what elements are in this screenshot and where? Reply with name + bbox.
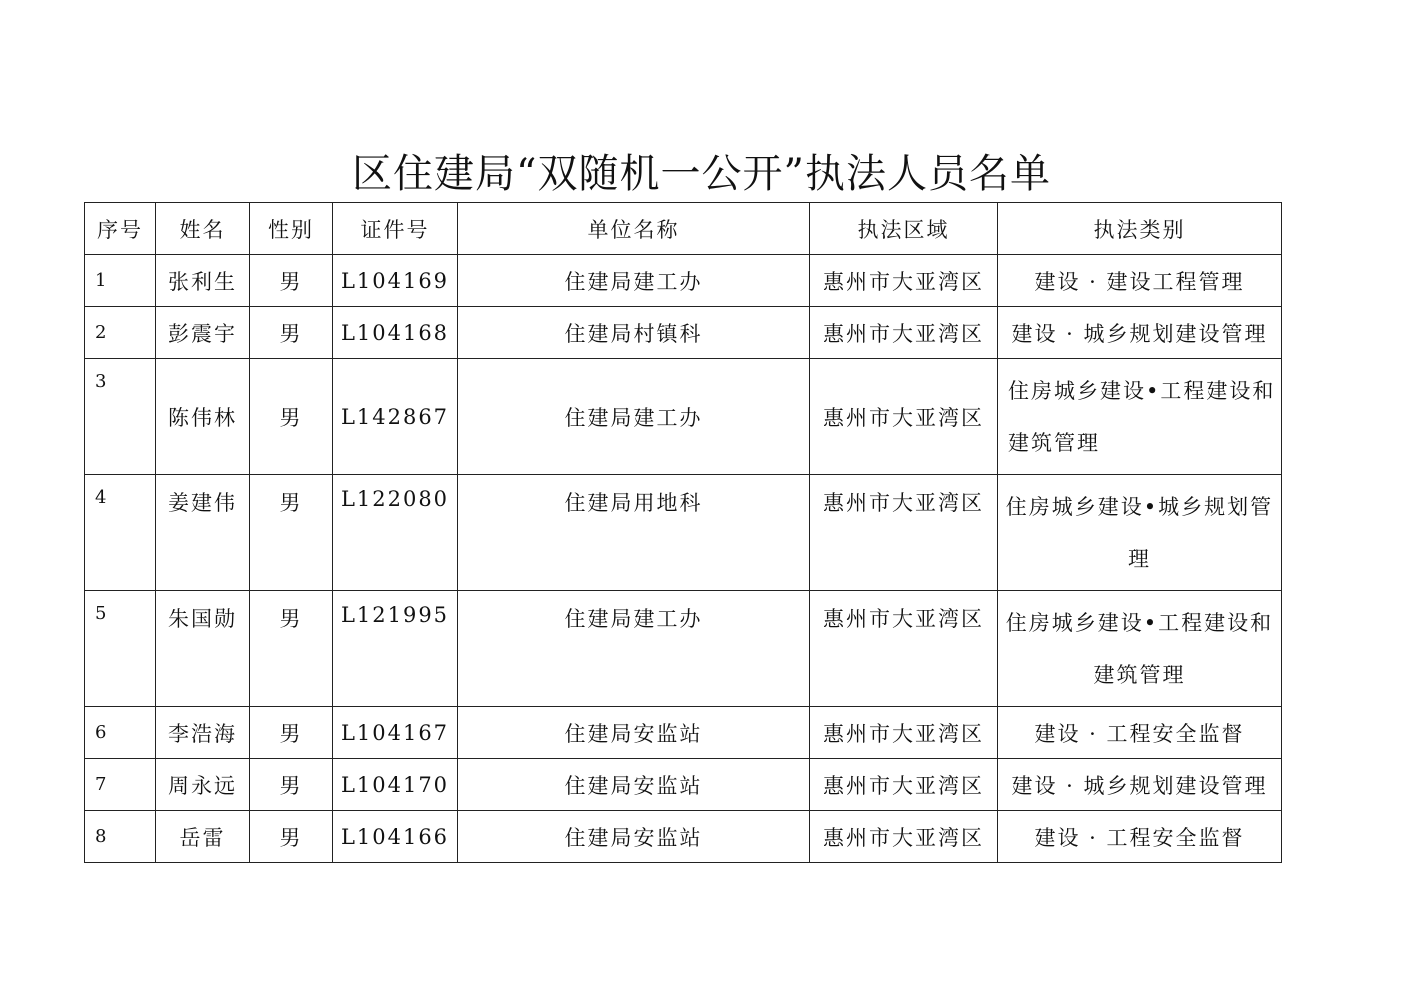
cell-unit: 住建局建工办 bbox=[458, 591, 810, 707]
cell-unit: 住建局安监站 bbox=[458, 759, 810, 811]
cell-name: 岳雷 bbox=[156, 811, 250, 863]
cell-gender: 男 bbox=[250, 707, 333, 759]
cell-id: L121995 bbox=[333, 591, 458, 707]
cell-category: 建设 · 城乡规划建设管理 bbox=[998, 307, 1282, 359]
cell-name: 李浩海 bbox=[156, 707, 250, 759]
table-row bbox=[85, 759, 1282, 811]
cell-no: 5 bbox=[85, 591, 156, 707]
cell-id: L104166 bbox=[333, 811, 458, 863]
page-title: 区住建局“双随机一公开”执法人员名单 bbox=[352, 151, 1051, 197]
cell-unit: 住建局建工办 bbox=[458, 359, 810, 475]
cell-area: 惠州市大亚湾区 bbox=[810, 359, 998, 475]
table-row bbox=[85, 707, 1282, 759]
header-no: 序号 bbox=[85, 203, 156, 255]
cell-no: 8 bbox=[85, 811, 156, 863]
header-gender: 性别 bbox=[250, 203, 333, 255]
cell-category: 建设 · 工程安全监督 bbox=[998, 707, 1282, 759]
cell-id: L142867 bbox=[333, 359, 458, 475]
cell-gender: 男 bbox=[250, 759, 333, 811]
cell-unit: 住建局安监站 bbox=[458, 707, 810, 759]
table-row bbox=[85, 359, 1282, 475]
cell-unit: 住建局用地科 bbox=[458, 475, 810, 591]
table-row bbox=[85, 475, 1282, 591]
cell-gender: 男 bbox=[250, 475, 333, 591]
cell-gender: 男 bbox=[250, 255, 333, 307]
cell-no: 7 bbox=[85, 759, 156, 811]
cell-gender: 男 bbox=[250, 811, 333, 863]
cell-area: 惠州市大亚湾区 bbox=[810, 475, 998, 591]
cell-name: 彭震宇 bbox=[156, 307, 250, 359]
cell-name: 张利生 bbox=[156, 255, 250, 307]
cell-name: 陈伟林 bbox=[156, 359, 250, 475]
cell-id: L104169 bbox=[333, 255, 458, 307]
header-area: 执法区域 bbox=[810, 203, 998, 255]
cell-id: L122080 bbox=[333, 475, 458, 591]
cell-name: 周永远 bbox=[156, 759, 250, 811]
table-header-row bbox=[85, 203, 1282, 255]
table-row bbox=[85, 307, 1282, 359]
cell-unit: 住建局村镇科 bbox=[458, 307, 810, 359]
cell-gender: 男 bbox=[250, 359, 333, 475]
cell-name: 姜建伟 bbox=[156, 475, 250, 591]
cell-category: 建设 · 建设工程管理 bbox=[998, 255, 1282, 307]
cell-area: 惠州市大亚湾区 bbox=[810, 811, 998, 863]
cell-id: L104167 bbox=[333, 707, 458, 759]
cell-no: 6 bbox=[85, 707, 156, 759]
cell-unit: 住建局建工办 bbox=[458, 255, 810, 307]
cell-category: 建设 · 工程安全监督 bbox=[998, 811, 1282, 863]
cell-category: 住房城乡建设•工程建设和建筑管理 bbox=[998, 591, 1282, 707]
table-row bbox=[85, 591, 1282, 707]
cell-no: 4 bbox=[85, 475, 156, 591]
header-name: 姓名 bbox=[156, 203, 250, 255]
cell-category: 住房城乡建设•工程建设和建筑管理 bbox=[998, 359, 1282, 475]
cell-area: 惠州市大亚湾区 bbox=[810, 255, 998, 307]
header-category: 执法类别 bbox=[998, 203, 1282, 255]
cell-area: 惠州市大亚湾区 bbox=[810, 759, 998, 811]
personnel-table bbox=[84, 202, 1282, 863]
cell-no: 2 bbox=[85, 307, 156, 359]
cell-category: 住房城乡建设•城乡规划管理 bbox=[998, 475, 1282, 591]
cell-area: 惠州市大亚湾区 bbox=[810, 307, 998, 359]
table-row bbox=[85, 811, 1282, 863]
cell-area: 惠州市大亚湾区 bbox=[810, 707, 998, 759]
cell-id: L104168 bbox=[333, 307, 458, 359]
header-unit: 单位名称 bbox=[458, 203, 810, 255]
cell-id: L104170 bbox=[333, 759, 458, 811]
table-row bbox=[85, 255, 1282, 307]
cell-name: 朱国勋 bbox=[156, 591, 250, 707]
cell-unit: 住建局安监站 bbox=[458, 811, 810, 863]
cell-area: 惠州市大亚湾区 bbox=[810, 591, 998, 707]
cell-category: 建设 · 城乡规划建设管理 bbox=[998, 759, 1282, 811]
header-id: 证件号 bbox=[333, 203, 458, 255]
cell-no: 1 bbox=[85, 255, 156, 307]
cell-gender: 男 bbox=[250, 307, 333, 359]
cell-gender: 男 bbox=[250, 591, 333, 707]
cell-no: 3 bbox=[85, 359, 156, 475]
